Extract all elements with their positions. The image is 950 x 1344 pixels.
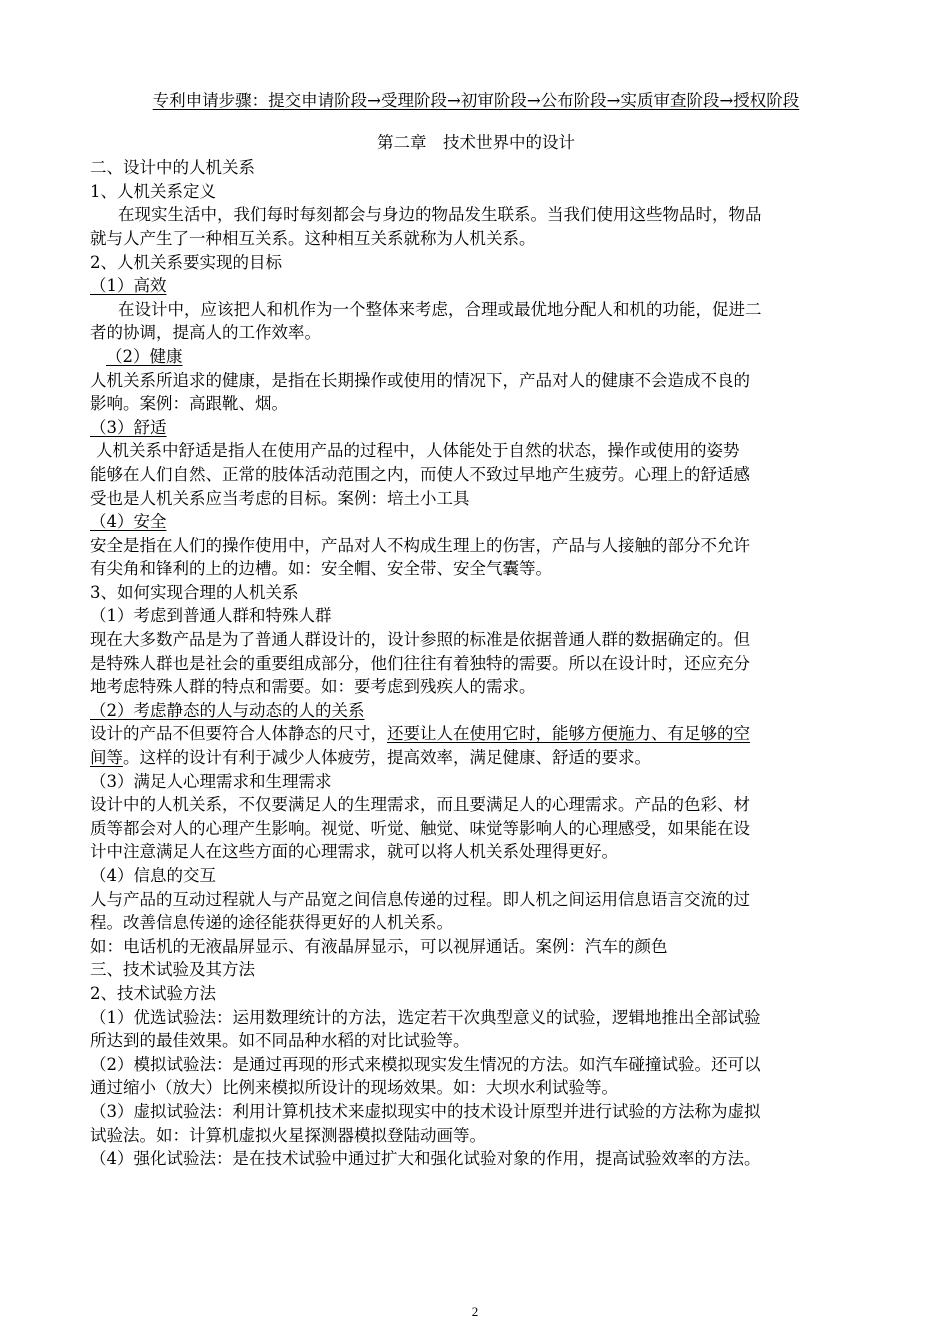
item-heading: （4）安全	[90, 512, 167, 532]
item-heading-line	[90, 510, 862, 534]
chapter-title: 第二章 技术世界中的设计	[377, 132, 575, 152]
item-heading: （1）考虑到普通人群和特殊人群	[90, 606, 332, 626]
subsection-heading: 2、人机关系要实现的目标	[90, 252, 282, 272]
paragraph-line: 现在大多数产品是为了普通人群设计的，设计参照的标准是依据普通人群的数据确定的。但	[90, 630, 750, 650]
patent-steps-line	[90, 89, 862, 113]
paragraph-line: 人机关系中舒适是指人在使用产品的过程中，人体能处于自然的状态，操作或使用的姿势	[96, 441, 740, 461]
paragraph-line: 者的协调，提高人的工作效率。	[90, 323, 321, 343]
paragraph-line: 人机关系所追求的健康，是指在长期操作或使用的情况下，产品对人的健康不会造成不良的	[90, 370, 750, 390]
paragraph-line: 在现实生活中，我们每时每刻都会与身边的物品发生联系。当我们使用这些物品时，物品	[118, 205, 762, 225]
page-number: 2	[471, 1304, 479, 1319]
paragraph-line: （1）优选试验法：运用数理统计的方法，选定若干次典型意义的试验，逻辑地推出全部试验	[90, 1007, 761, 1027]
paragraph-line: 如：电话机的无液晶屏显示、有液晶屏显示，可以视屏通话。案例：汽车的颜色	[90, 936, 668, 956]
paragraph-line: （4）强化试验法：是在技术试验中通过扩大和强化试验对象的作用，提高试验效率的方法。	[90, 1149, 761, 1169]
subsection-heading: 3、如何实现合理的人机关系	[90, 582, 299, 602]
subsection-heading: 1、人机关系定义	[90, 181, 216, 201]
paragraph-line: 有尖角和锋利的上的边槽。如：安全帽、安全带、安全气囊等。	[90, 559, 552, 579]
item-heading-line	[90, 345, 862, 369]
page-content	[90, 89, 862, 1171]
paragraph-line: 所达到的最佳效果。如不同品种水稻的对比试验等。	[90, 1031, 470, 1051]
item-heading: （4）信息的交互	[90, 866, 216, 885]
paragraph-line: 安全是指在人们的操作使用中，产品对人不构成生理上的伤害，产品与人接触的部分不允许	[90, 535, 750, 555]
paragraph-line: 设计中的人机关系，不仅要满足人的生理需求，而且要满足人的心理需求。产品的色彩、材	[90, 795, 750, 815]
item-heading: （2）健康	[106, 346, 183, 366]
paragraph-line: 就与人产生了一种相互关系。这种相互关系就称为人机关系。	[90, 228, 536, 248]
underlined-text: 还要让人在使用它时，能够方便施力、有足够的空	[387, 724, 750, 744]
paragraph-line	[90, 746, 862, 770]
paragraph-line: 试验法。如：计算机虚拟火星探测器模拟登陆动画等。	[90, 1125, 486, 1145]
item-heading-line	[90, 699, 862, 723]
paragraph-line: 受也是人机关系应当考虑的目标。案例：培土小工具	[90, 488, 470, 508]
paragraph-line: 人与产品的互动过程就人与产品宽之间信息传递的过程。即人机之间运用信息语言交流的过	[90, 889, 750, 909]
paragraph-line	[90, 722, 862, 746]
underlined-text: 间等	[90, 748, 123, 768]
paragraph-line: 是特殊人群也是社会的重要组成部分，他们往往有着独特的需要。所以在设计时，还应充分	[90, 653, 750, 673]
paragraph-line: 程。改善信息传递的途径能获得更好的人机关系。	[90, 913, 453, 933]
patent-steps-text: 提交申请阶段→受理阶段→初审阶段→公布阶段→实质审查阶段→授权阶段	[268, 91, 800, 110]
patent-steps-label: 专利申请步骤：	[152, 91, 269, 110]
item-heading: （1）高效	[90, 276, 167, 296]
subsection-heading: 2、技术试验方法	[90, 983, 216, 1003]
paragraph-line: 计中注意满足人在这些方面的心理需求，就可以将人机关系处理得更好。	[90, 842, 618, 862]
paragraph-line: （2）模拟试验法：是通过再现的形式来模拟现实发生情况的方法。如汽车碰撞试验。还可以	[90, 1054, 761, 1074]
paragraph-line: 质等都会对人的心理产生影响。视觉、听觉、触觉、味觉等影响人的心理感受，如果能在设	[90, 818, 750, 838]
item-heading-line	[90, 274, 862, 298]
section-heading: 三、技术试验及其方法	[90, 960, 255, 980]
paragraph-text: 设计的产品不但要符合人体静态的尺寸，	[90, 724, 387, 744]
paragraph-line: 影响。案例：高跟靴、烟。	[90, 394, 288, 414]
item-heading-line	[90, 416, 862, 440]
paragraph-text: 。这样的设计有利于减少人体疲劳，提高效率，满足健康、舒适的要求。	[123, 748, 651, 768]
paragraph-line: 能够在人们自然、正常的肢体活动范围之内，而使人不致过早地产生疲劳。心理上的舒适感	[90, 464, 750, 484]
section-heading: 二、设计中的人机关系	[90, 158, 255, 178]
paragraph-line: （3）虚拟试验法：利用计算机技术来虚拟现实中的技术设计原型并进行试验的方法称为虚拟	[90, 1101, 761, 1121]
paragraph-line: 在设计中，应该把人和机作为一个整体来考虑，合理或最优地分配人和机的功能，促进二	[118, 299, 762, 319]
item-heading: （3）舒适	[90, 417, 167, 437]
paragraph-line: 地考虑特殊人群的特点和需要。如：要考虑到残疾人的需求。	[90, 677, 536, 697]
item-heading: （3）满足人心理需求和生理需求	[90, 771, 332, 791]
item-heading: （2）考虑静态的人与动态的人的关系	[90, 700, 365, 720]
paragraph-line: 通过缩小（放大）比例来模拟所设计的现场效果。如：大坝水利试验等。	[90, 1078, 618, 1098]
